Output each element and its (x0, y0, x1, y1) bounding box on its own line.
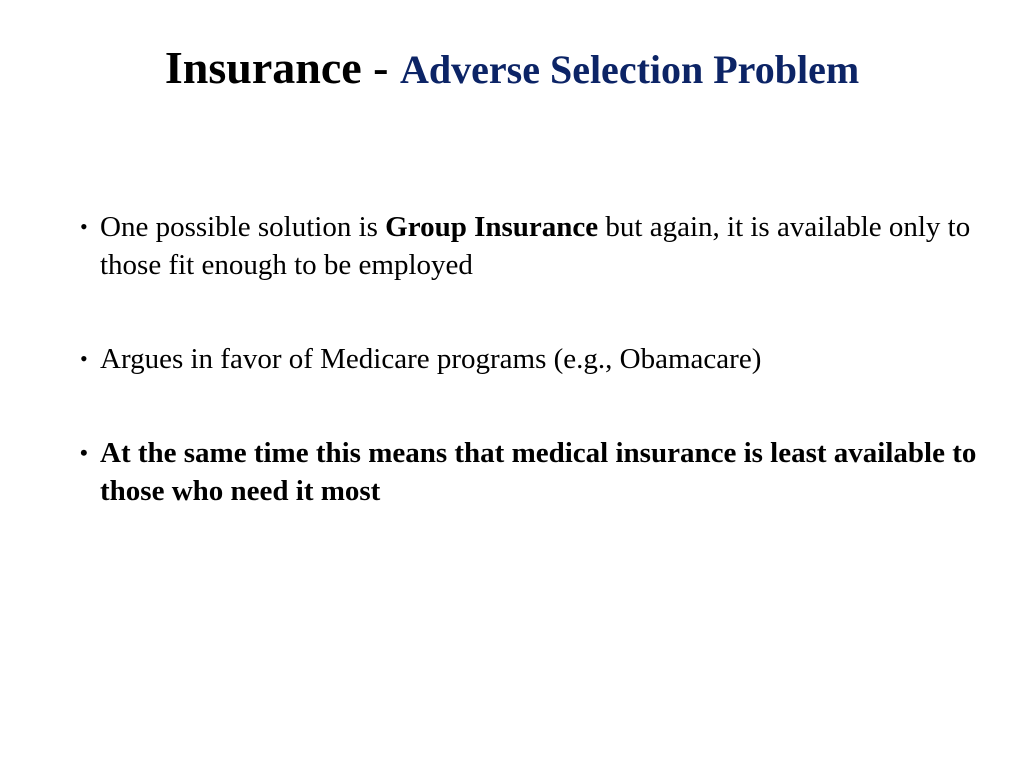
bullet-text-suffix: but again, it is available only to those fit enough to be employed (100, 211, 971, 281)
slide-title (0, 38, 1024, 109)
bullet-item (78, 208, 978, 284)
bullet-item (78, 340, 978, 378)
title-separator: - (361, 42, 400, 93)
bullet-text: At the same time this means that medical insurance is least available to those who need it most (100, 437, 977, 507)
bullet-text-prefix: One possible solution is (100, 211, 386, 243)
bullet-icon: • (80, 440, 88, 465)
title-main: Insurance (164, 42, 362, 93)
title-subtitle: Adverse Selection Problem (399, 47, 860, 92)
bullet-text: Argues in favor of Medicare programs (e.g., Obamacare) (100, 343, 762, 375)
bullet-icon: • (80, 346, 88, 371)
bullet-icon: • (80, 214, 88, 239)
bullet-item (78, 434, 978, 510)
bullet-list (78, 208, 978, 510)
bullet-text-emphasis: Group Insurance (385, 211, 599, 243)
